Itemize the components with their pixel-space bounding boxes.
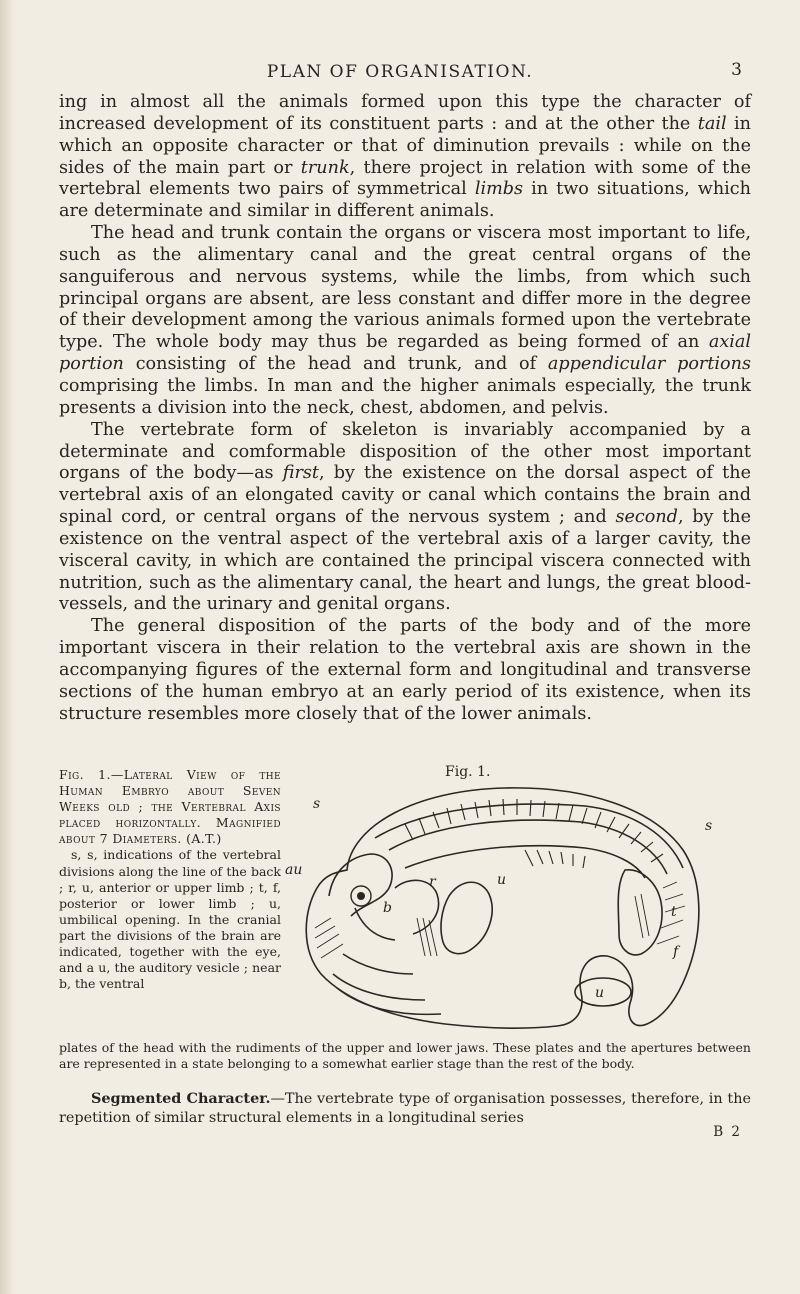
page-number: 3 [731,60,742,80]
fig-letter-t: t [671,904,677,920]
caption-continuation: plates of the head with the rudiments of the upper and lower jaws. These plates and the apertures between are represented in a state belonging to a somewhat earlier stage than the rest of the body. [59,1040,751,1072]
fig-letter-s-right: s [705,818,713,834]
text-run: ing in almost all the animals formed upon this type the character of increased development of its constituent parts : and at the other the [59,92,751,134]
italic-term-first: first [282,463,319,484]
italic-term-tail: tail [697,113,727,134]
signature-mark: B 2 [713,1124,742,1140]
text-run: consisting of the head and trunk, and of [123,354,548,375]
running-title: PLAN OF ORGANISATION. [266,62,534,82]
embryo-figure [285,778,745,1038]
text-run: The vertebrate form of skeleton is invariably accompanied by a determinate and comformable disposition of the other most important organs of the body—as [59,419,751,484]
caption-heading: Fig. 1.—Lateral View of the Human Embryo about Seven Weeks old ; the Vertebral Axis placed horizontally. Magnified about 7 Diameters. (A.T.) [59,767,281,847]
figure-caption [59,767,281,992]
fig-letter-f: f [673,944,679,960]
paragraph-3 [59,420,751,617]
paragraph-2 [59,223,751,420]
fig-letter-b: b [383,900,392,916]
text-run: , by the existence on the dorsal aspect of the vertebral axis of an elongated cavity or canal which contains the brain and spinal cord, or central organs of the nervous system ; and [59,463,751,528]
italic-term-second: second [615,507,678,528]
fig-letter-u-upper: u [497,872,507,888]
section-paragraph [59,1089,751,1128]
section-heading: Segmented Character. [91,1090,271,1107]
italic-term-axial: axial portion [59,332,751,375]
text-run: comprising the limbs. In man and the higher animals especially, the trunk presents a division into the neck, chest, abdomen, and pelvis. [59,375,751,418]
eye-pupil [357,892,365,900]
caption-body: s, s, indications of the vertebral divisions along the line of the back ; r, u, anterior or upper limb ; t, f, posterior or lower limb ; u, umbilical opening. In the cranial part the divisions of the brain are indicated, together with the eye, and a u, the auditory vesicle ; near b, the ventral [59,847,281,992]
fig-letter-u-umbilical: u [595,985,605,1001]
page-edge [0,0,14,1294]
text-run: The head and trunk contain the organs or viscera most important to life, such as the alimentary canal and the great central organs of the sanguiferous and nervous systems, while the limbs, from which such principal organs are absent, are less constant and differ more in the degree of their development among the various animals formed upon the vertebrate type. The whole body may thus be regarded as being formed of an [59,223,751,353]
body-text [59,92,751,725]
italic-term-appendicular: appendicular portions [547,354,751,375]
fig-letter-r: r [429,874,436,890]
embryo-illustration [285,778,745,1038]
fig-letter-s-left: s [313,796,321,812]
text-run: in two situations, which are determinate and similar in different animals. [59,179,751,222]
fig-letter-au: au [285,862,303,878]
running-head [0,58,800,86]
text-run: , there project in relation with some of the vertebral elements two pairs of symmetrical [59,157,751,200]
text-run: , by the existence on the ventral aspect of the vertebral axis of a larger cavity, the visceral cavity, in which are contained the principal viscera connected with nutrition, such as the alimentary canal, the heart and lungs, the great blood-vessels, and the urinary and genital organs. [59,507,752,615]
section-text: —The vertebrate type of organisation possesses, therefore, in the repetition of similar structural elements in a longitudinal series [59,1091,751,1126]
paragraph-4: The general disposition of the parts of the body and of the more important viscera in their relation to the vertebral axis are shown in the accompanying figures of the external form and longitudinal and transverse sections of the human embryo at an early period of its existence, when its structure resembles more closely that of the lower animals. [59,616,751,724]
figure-label: Fig. 1. [445,764,491,780]
italic-term-trunk: trunk [300,157,350,178]
italic-term-limbs: limbs [474,179,524,200]
text-run: in which an opposite character or that of diminution prevails : while on the sides of the main part or [59,113,751,178]
paragraph-1 [59,92,751,223]
